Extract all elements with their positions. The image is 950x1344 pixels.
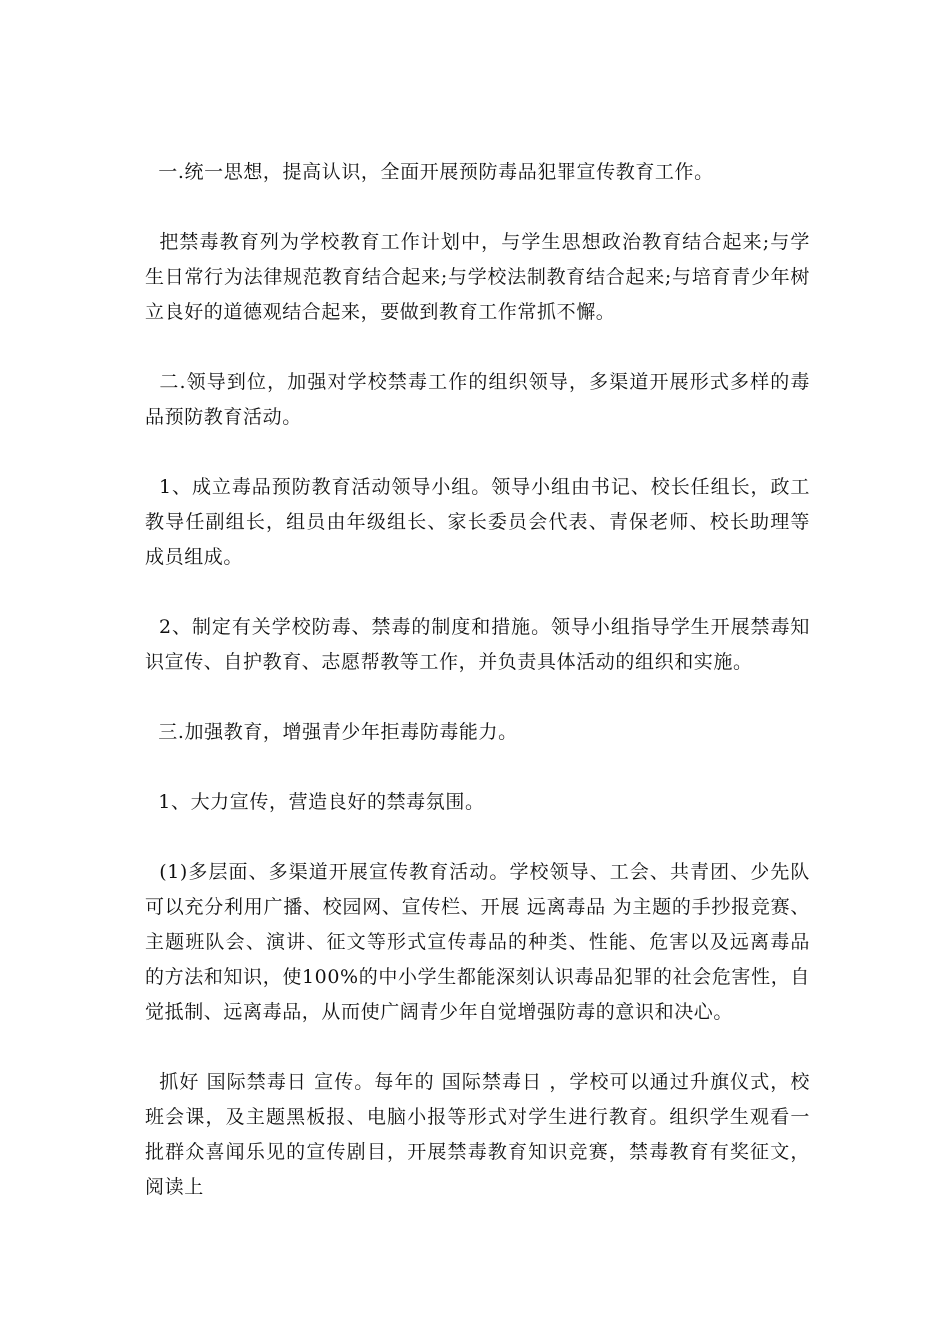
section-heading-2: 二.领导到位，加强对学校禁毒工作的组织领导，多渠道开展形式多样的毒品预防教育活动。 bbox=[145, 371, 811, 428]
document-body bbox=[145, 155, 810, 1205]
section-heading-1: 一.统一思想，提高认识，全面开展预防毒品犯罪宣传教育工作。 bbox=[145, 161, 714, 183]
list-item: 1、大力宣传，营造良好的禁毒氛围。 bbox=[145, 791, 485, 813]
list-item: 1、成立毒品预防教育活动领导小组。领导小组由书记、校长任组长，政工教导任副组长，组员由年级组长、家长委员会代表、青保老师、校长助理等成员组成。 bbox=[145, 476, 811, 568]
list-item: 2、制定有关学校防毒、禁毒的制度和措施。领导小组指导学生开展禁毒知识宣传、自护教育、志愿帮教等工作，并负责具体活动的组织和实施。 bbox=[145, 616, 811, 673]
paragraph: 把禁毒教育列为学校教育工作计划中，与学生思想政治教育结合起来;与学生日常行为法律规范教育结合起来;与学校法制教育结合起来;与培育青少年树立良好的道德观结合起来，要做到教育工作常抓不懈。 bbox=[145, 231, 811, 323]
paragraph: 抓好 国际禁毒日 宣传。每年的 国际禁毒日 ，学校可以通过升旗仪式，校班会课，及主题黑板报、电脑小报等形式对学生进行教育。组织学生观看一批群众喜闻乐见的宣传剧目，开展禁毒教育知识竞赛，禁毒教育有奖征文，阅读上 bbox=[145, 1071, 810, 1198]
section-heading-3: 三.加强教育，增强青少年拒毒防毒能力。 bbox=[145, 721, 518, 743]
sub-item: (1)多层面、多渠道开展宣传教育活动。学校领导、工会、共青团、少先队可以充分利用广播、校园网、宣传栏、开展 远离毒品 为主题的手抄报竞赛、主题班队会、演讲、征文等形式宣传毒品的种类、性能、危害以及远离毒品的方法和知识，使100%的中小学生都能深刻认识毒品犯罪的社会危害性，自觉抵制、远离毒品，从而使广阔青少年自觉增强防毒的意识和决心。 bbox=[145, 861, 810, 1023]
